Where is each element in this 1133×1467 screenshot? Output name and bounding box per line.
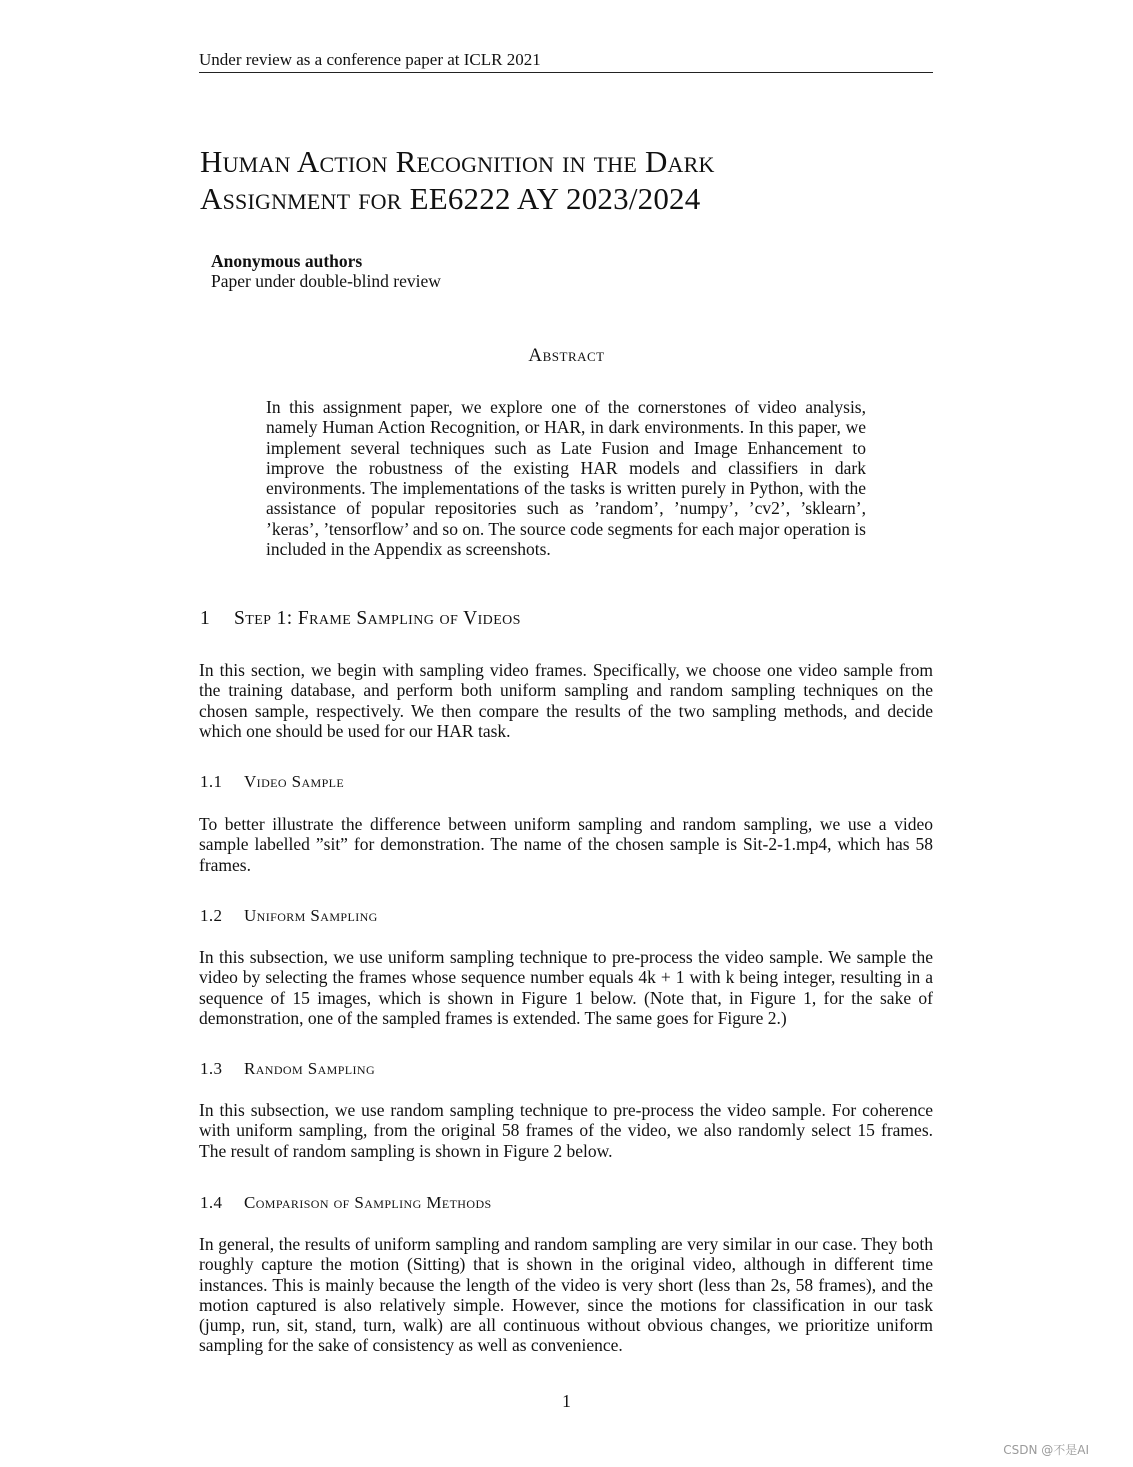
running-header: Under review as a conference paper at ICLR 2021: [199, 49, 933, 73]
watermark: CSDN @不是AI: [1003, 1443, 1089, 1457]
section-1-text: In this section, we begin with sampling video frames. Specifically, we choose one video sample from the training database, and perform both uniform sampling and random sampling techniques on the chosen sample, respectively. We then compare the results of the two sampling methods, and decide which one should be used for our HAR task.: [199, 660, 933, 741]
subsection-number: 1.1: [200, 772, 223, 791]
paper-title: [200, 143, 940, 217]
subsection-1-1-heading: [200, 772, 344, 792]
page-number: 1: [562, 1391, 571, 1411]
subsection-title: Comparison of Sampling Methods: [244, 1193, 492, 1212]
abstract-heading: Abstract: [528, 345, 605, 366]
author-name: Anonymous authors: [211, 251, 363, 271]
subsection-title: Random Sampling: [244, 1059, 376, 1078]
title-line-2: Assignment for EE6222 AY 2023/2024: [200, 181, 701, 216]
subsection-1-3-text: In this subsection, we use random sampling technique to pre-process the video sample. For coherence with uniform sampling, from the original 58 frames of the video, we also randomly select 15 frames. The result of random sampling is shown in Figure 2 below.: [199, 1100, 933, 1161]
subsection-1-3-heading: [200, 1059, 375, 1079]
subsection-1-4-text: In general, the results of uniform sampling and random sampling are very similar in our case. They both roughly capture the motion (Sitting) that is shown in the original video, although in different time instances. This is mainly because the length of the video is very short (less than 2s, 58 frames), and the motion captured is also relatively simple. However, since the motions for classification in our task (jump, run, sit, stand, turn, walk) are all continuous without obvious changes, we prioritize uniform sampling for the sake of consistency as well as convenience.: [199, 1234, 933, 1356]
subsection-1-2-heading: [200, 906, 378, 926]
subsection-title: Video Sample: [244, 772, 345, 791]
abstract-text: In this assignment paper, we explore one of the cornerstones of video analysis, namely Human Action Recognition, or HAR, in dark environments. In this paper, we implement several techniques such as Late Fusion and Image Enhancement to improve the robustness of the existing HAR models and classifiers in dark environments. The implementations of the tasks is written purely in Python, with the assistance of popular repositories such as ’random’, ’numpy’, ’cv2’, ’sklearn’, ’keras’, ’tensorflow’ and so on. The source code segments for each major operation is included in the Appendix as screenshots.: [266, 397, 866, 560]
title-line-1: Human Action Recognition in the Dark: [200, 144, 715, 179]
section-number: 1: [200, 608, 211, 629]
section-title: Step 1: Frame Sampling of Videos: [234, 608, 521, 629]
subsection-1-2-text: In this subsection, we use uniform sampling technique to pre-process the video sample. We sample the video by selecting the frames whose sequence number equals 4k + 1 with k being integer, resulting in a sequence of 15 images, which is shown in Figure 1 below. (Note that, in Figure 1, for the sake of demonstration, one of the sampled frames is extended. The same goes for Figure 2.): [199, 947, 933, 1028]
subsection-number: 1.4: [200, 1193, 223, 1212]
subsection-number: 1.3: [200, 1059, 223, 1078]
subsection-title: Uniform Sampling: [244, 906, 378, 925]
subsection-number: 1.2: [200, 906, 223, 925]
subsection-1-4-heading: [200, 1193, 492, 1213]
author-note: Paper under double-blind review: [211, 271, 441, 291]
section-1-heading: [200, 608, 521, 630]
author-block: [211, 251, 441, 291]
subsection-1-1-text: To better illustrate the difference between uniform sampling and random sampling, we use a video sample labelled ”sit” for demonstration. The name of the chosen sample is Sit-2-1.mp4, which has 58 frames.: [199, 814, 933, 875]
